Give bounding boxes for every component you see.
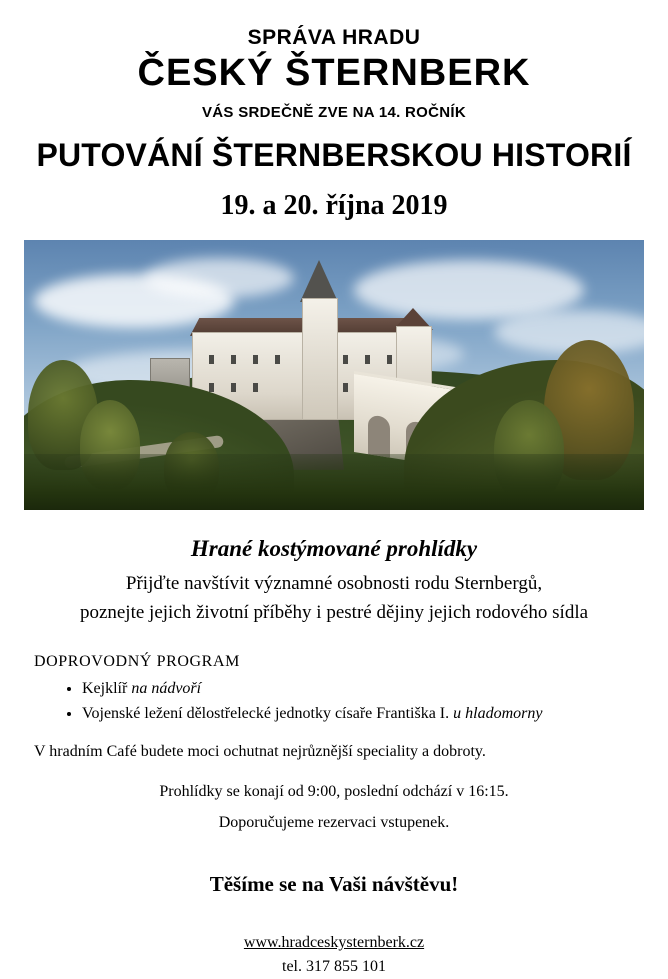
program-list bbox=[34, 677, 634, 727]
cloud-icon bbox=[144, 258, 294, 298]
list-item bbox=[82, 677, 634, 702]
window bbox=[343, 355, 348, 364]
list-item bbox=[82, 702, 634, 727]
lead-line-1: Přijďte navštívit významné osobnosti rodu Sternbergů, bbox=[125, 572, 543, 594]
organizer-line: SPRÁVA HRADU bbox=[247, 26, 421, 49]
window bbox=[231, 355, 236, 364]
cafe-note: V hradním Café budete moci ochutnat nejrůznější speciality a dobroty. bbox=[34, 742, 486, 760]
tower-spire bbox=[300, 260, 338, 302]
window bbox=[343, 383, 348, 392]
poster-body bbox=[0, 536, 668, 979]
website-link[interactable]: www.hradceskysternberk.cz bbox=[243, 933, 425, 951]
website-link-wrap[interactable] bbox=[34, 931, 634, 955]
window bbox=[275, 355, 280, 364]
window bbox=[253, 383, 258, 392]
window bbox=[387, 355, 392, 364]
lead-line-2: poznejte jejich životní příběhy i pestré dějiny jejich rodového sídla bbox=[79, 602, 589, 624]
program-item-text: Kejklíř bbox=[82, 679, 132, 697]
event-date: 19. a 20. října 2019 bbox=[220, 189, 448, 221]
reservation-note: Doporučujeme rezervaci vstupenek. bbox=[218, 814, 450, 832]
program-item-emphasis: na nádvoří bbox=[131, 679, 202, 697]
program-label: DOPROVODNÝ PROGRAM bbox=[34, 652, 240, 670]
phone-number: tel. 317 855 101 bbox=[282, 957, 386, 975]
program-item-text: Vojenské ležení dělostřelecké jednotky císaře Františka I. bbox=[82, 704, 454, 722]
window bbox=[209, 383, 214, 392]
castle-name: ČESKÝ ŠTERNBERK bbox=[137, 52, 531, 94]
program-item-emphasis: u hladomorny bbox=[453, 704, 543, 722]
poster-header bbox=[0, 0, 668, 222]
arch bbox=[368, 414, 390, 457]
window bbox=[365, 355, 370, 364]
window bbox=[209, 355, 214, 364]
closing-line: Těšíme se na Vaši návštěvu! bbox=[209, 871, 459, 896]
tours-subtitle: Hrané kostýmované prohlídky bbox=[190, 535, 478, 561]
times-note: Prohlídky se konají od 9:00, poslední odchází v 16:15. bbox=[159, 782, 509, 800]
event-title: PUTOVÁNÍ ŠTERNBERSKOU HISTORIÍ bbox=[36, 136, 632, 173]
invitation-line: VÁS SRDEČNĚ ZVE NA 14. ROČNÍK bbox=[201, 103, 467, 121]
foreground-vegetation bbox=[24, 454, 644, 510]
window bbox=[253, 355, 258, 364]
window bbox=[231, 383, 236, 392]
main-tower bbox=[302, 298, 338, 420]
castle-photo bbox=[24, 240, 644, 510]
poster-footer bbox=[34, 931, 634, 979]
